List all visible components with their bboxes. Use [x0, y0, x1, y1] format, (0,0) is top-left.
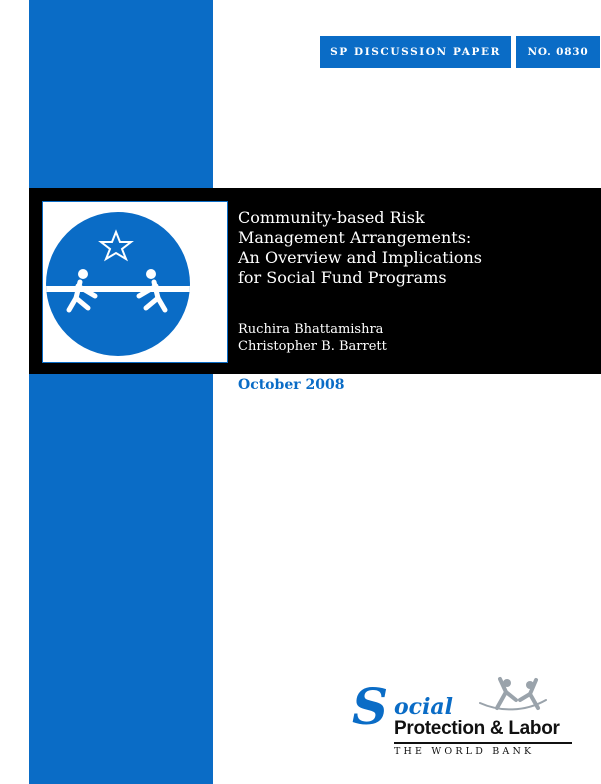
author-name: Christopher B. Barrett — [238, 339, 387, 354]
title-line: Management Arrangements: — [238, 228, 472, 247]
series-badge — [320, 36, 511, 68]
title-line: Community-based Risk — [238, 208, 425, 227]
logo-organization: THE WORLD BANK — [394, 746, 535, 757]
author-name: Ruchira Bhattamishra — [238, 322, 384, 337]
paper-title — [238, 208, 593, 288]
logo-subtitle: Protection & Labor — [394, 718, 560, 739]
blue-stripe — [29, 0, 213, 784]
title-line: An Overview and Implications — [238, 248, 482, 267]
publication-date: October 2008 — [238, 377, 345, 393]
social-protection-logo — [350, 670, 590, 770]
title-line: for Social Fund Programs — [238, 268, 447, 287]
logo-initial: S — [352, 677, 389, 736]
logo-word: ocial — [394, 694, 454, 720]
logo-divider — [394, 742, 572, 744]
number-badge — [516, 36, 600, 68]
emblem-box — [42, 201, 228, 363]
author-list — [238, 321, 387, 355]
community-emblem-icon — [43, 202, 229, 364]
series-label: SP DISCUSSION PAPER — [330, 46, 501, 58]
paper-number: NO. 0830 — [527, 46, 589, 58]
